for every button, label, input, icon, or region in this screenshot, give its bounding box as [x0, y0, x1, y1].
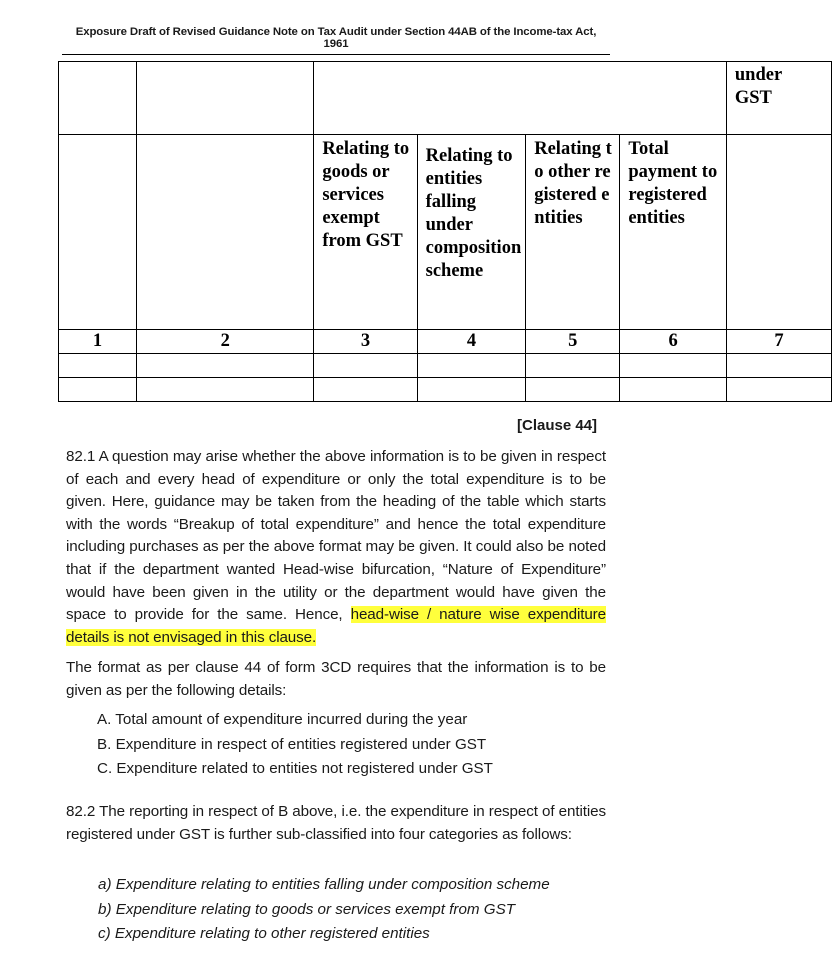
table-row	[59, 135, 832, 330]
highlighted-text: head-wise / nature wise expenditure details is not envisaged in this clause.	[66, 606, 606, 646]
list-item: B. Expenditure in respect of entities registered under GST	[97, 735, 487, 753]
table-cell	[726, 354, 831, 378]
subheader-composition: Relating to entities falling under composition scheme	[425, 146, 522, 281]
table-cell	[59, 135, 137, 330]
col7-header: under GST	[734, 65, 782, 108]
subheader-exempt: Relating to goods or services exempt from GST	[322, 139, 410, 251]
subheader-total-registered: Total payment to registered entities	[628, 139, 718, 228]
page-header: Exposure Draft of Revised Guidance Note on Tax Audit under Section 44AB of the Income-tax Act, 1961	[62, 26, 610, 55]
table-cell	[620, 135, 727, 330]
list-item: A. Total amount of expenditure incurred during the year	[97, 711, 468, 728]
col-number: 1	[59, 330, 137, 354]
table-cell	[137, 354, 314, 378]
col-number: 3	[314, 330, 417, 354]
table-cell	[314, 378, 417, 402]
col-number: 5	[526, 330, 620, 354]
col-number: 7	[726, 330, 831, 354]
table-row	[59, 62, 832, 135]
format-list	[97, 708, 493, 782]
table-cell	[726, 135, 831, 330]
subheader-other-registered: Relating to other registered entities	[534, 139, 612, 228]
list-item: a) Expenditure relating to entities falling under composition scheme	[98, 876, 550, 893]
table-cell	[137, 135, 314, 330]
table-cell	[417, 354, 526, 378]
format-intro: The format as per clause 44 of form 3CD requires that the information is to be given as per the following details:	[66, 659, 606, 699]
table-cell	[526, 135, 620, 330]
paragraph-82-1-text: 82.1 A question may arise whether the above information is to be given in respect of each and every head of expenditure or only the total expenditure is to be given. Here, guidance may be taken from the heading of the table which starts with the words “Breakup of total expenditure” and hence the total expenditure including purchases as per the above format may be given. It could also be noted that if the department wanted Head-wise bifurcation, “Nature of Expenditure” would have been given in the utility or the department would have given the space to provide for the same. Hence,	[66, 448, 606, 624]
expenditure-table	[58, 61, 832, 402]
category-list	[98, 873, 550, 947]
paragraph-82-2: 82.2 The reporting in respect of B above, i.e. the expenditure in respect of entities registered under GST is further sub-classified into four categories as follows:	[66, 803, 606, 843]
table-cell	[137, 62, 314, 135]
paragraph-82-1	[66, 446, 606, 649]
list-item: c) Expenditure relating to other registered entities	[98, 925, 430, 942]
table-cell	[417, 378, 526, 402]
table-cell	[314, 354, 417, 378]
table-cell	[726, 378, 831, 402]
table-cell	[314, 62, 727, 135]
table-row	[59, 378, 832, 402]
table-cell	[417, 135, 526, 330]
table-cell	[526, 354, 620, 378]
table-cell	[526, 378, 620, 402]
col-number: 2	[137, 330, 314, 354]
col-number: 6	[620, 330, 727, 354]
table-cell	[620, 378, 727, 402]
table-cell	[59, 378, 137, 402]
table-cell	[137, 378, 314, 402]
col-number: 4	[417, 330, 526, 354]
table-cell	[620, 354, 727, 378]
list-item: C. Expenditure related to entities not registered under GST	[97, 760, 493, 777]
table-row	[59, 330, 832, 354]
table-cell	[59, 62, 137, 135]
table-cell	[314, 135, 417, 330]
clause-reference: [Clause 44]	[517, 417, 598, 434]
table-cell	[59, 354, 137, 378]
table-row	[59, 354, 832, 378]
list-item: b) Expenditure relating to goods or services exempt from GST	[98, 900, 515, 918]
table-cell	[726, 62, 831, 135]
